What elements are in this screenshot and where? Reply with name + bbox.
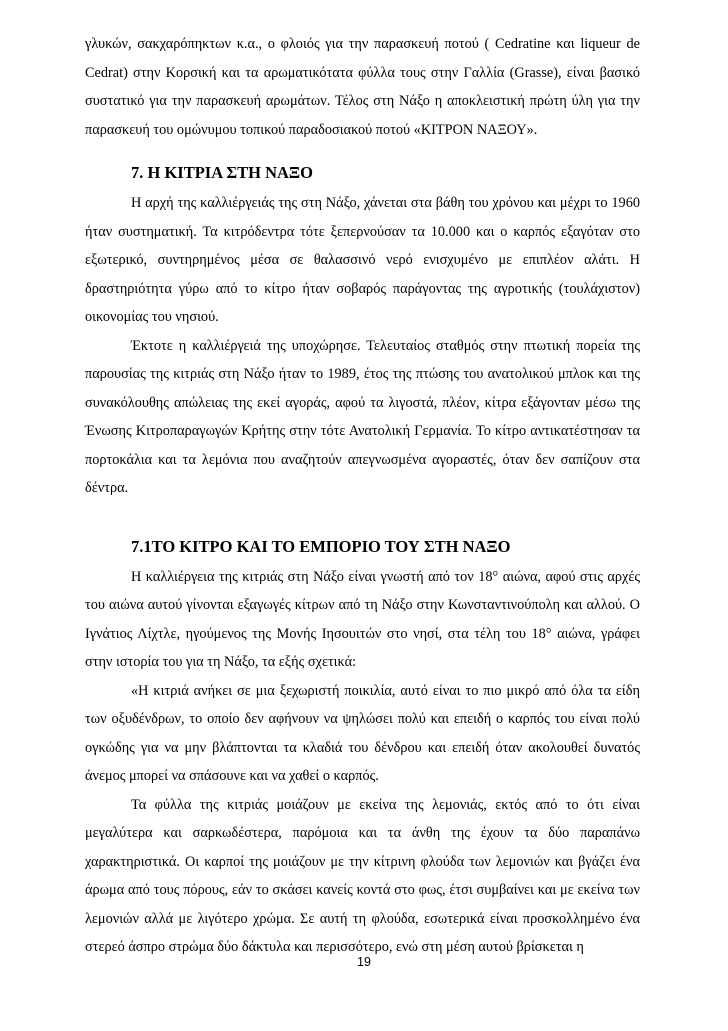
intro-paragraph: γλυκών, σακχαρόπηκτων κ.α., ο φλοιός για την παρασκευή ποτού ( Cedratine και liqueur de Cedrat) στην Κορσική και τα αρωματικότατα φύλλα τους στην Γαλλία (Grasse), είναι βασικό συστατικό για την παρασκευή αρωμάτων. Τέλος στη Νάξο η αποκλειστική πρώτη ύλη για την παρασκευή του ομώνυμου τοπικού παραδοσιακού ποτού «ΚΙΤΡΟΝ ΝΑΞΟΥ». bbox=[85, 36, 640, 138]
section-heading-7: 7. Η ΚΙΤΡΙΑ ΣΤΗ ΝΑΞΟ bbox=[131, 163, 313, 182]
section-7-1-paragraph-1: Η καλλιέργεια της κιτριάς στη Νάξο είναι γνωστή από τον 18° αιώνα, αφού στις αρχές του αιώνα αυτού γίνονται εξαγωγές κίτρων από τη Νάξο στην Κωνσταντινούπολη και αλλού. Ο Ιγνάτιος Λίχτλε, ηγούμενος της Μονής Ιησουιτών στο νησί, στα τέλη του 18° αιώνα, γράφει στην ιστορία του για τη Νάξο, τα εξής σχετικά: bbox=[85, 568, 640, 670]
section-7-1-quote-paragraph: «Η κιτριά ανήκει σε μια ξεχωριστή ποικιλία, αυτό είναι το πιο μικρό από όλα τα είδη των οξυδένδρων, το οποίο δεν αφήνουν να ψηλώσει πολύ και επειδή ο καρπός του είναι πολύ ογκώδης για να μην βλάπτονται τα κλαδιά του δένδρου και επειδή όταν ακολουθεί δυνατός άνεμος μπορεί να σπάσουνε και να χαθεί ο καρπός. bbox=[85, 682, 640, 784]
section-7-paragraph-1: Η αρχή της καλλιέργειάς της στη Νάξο, χάνεται στα βάθη του χρόνου και μέχρι το 1960 ήταν συστηματική. Τα κιτρόδεντρα τότε ξεπερνούσαν τα 10.000 και ο καρπός εξαγόταν στο εξωτερικό, συντηρημένος μέσα σε θαλασσινό νερό ενισχυμένο με επιπλέον αλάτι. Η δραστηριότητα γύρω από το κίτρο ήταν σοβαρός παράγοντας της αγροτικής (τουλάχιστον) οικονομίας του νησιού. bbox=[85, 195, 640, 325]
section-7-1-paragraph-3: Τα φύλλα της κιτριάς μοιάζουν με εκείνα της λεμονιάς, εκτός από το ότι είναι μεγαλύτερα και σαρκωδέστερα, παρόμοια και τα άνθη της έχουν τα δύο παραπάνω χαρακτηριστικά. Οι καρποί της μοιάζουν με την κίτρινη φλούδα των λεμονιών και βγάζει ένα άρωμα από τους πόρους, εάν το σκάσει κανείς κοντά στο φως, έτσι συμβαίνει και με εκείνα των λεμονιών αλλά με λιγότερο χρώμα. Σε αυτή τη φλούδα, εσωτερικά είναι προσκολλημένο ένα στερεό άσπρο στρώμα δύο δάκτυλα και περισσότερο, ενώ στη μέση αυτού βρίσκεται η bbox=[85, 796, 640, 955]
section-heading-7-1: 7.1ΤΟ ΚΙΤΡΟ ΚΑΙ ΤΟ ΕΜΠΟΡΙΟ ΤΟΥ ΣΤΗ ΝΑΞΟ bbox=[131, 536, 511, 556]
page-number: 19 bbox=[357, 955, 371, 969]
section-7-paragraph-2: Έκτοτε η καλλιέργειά της υποχώρησε. Τελευταίος σταθμός στην πτωτική πορεία της παρουσίας της κιτριάς στη Νάξο ήταν το 1989, έτος της πτώσης του ανατολικού μπλοκ και της συνακόλουθης απώλειας της εκεί αγοράς, αφού τα λιγοστά, πλέον, κίτρα εξάγονταν μέσω της Ένωσης Κιτροπαραγωγών Κρήτης στην τότε Ανατολική Γερμανία. Το κίτρο αντικατέστησαν τα πορτοκάλια και τα λεμόνια που αναζητούν απεγνωσμένα αγοραστές, όταν δεν σαπίζουν στα δέντρα. bbox=[85, 337, 640, 496]
document-page bbox=[85, 30, 640, 962]
